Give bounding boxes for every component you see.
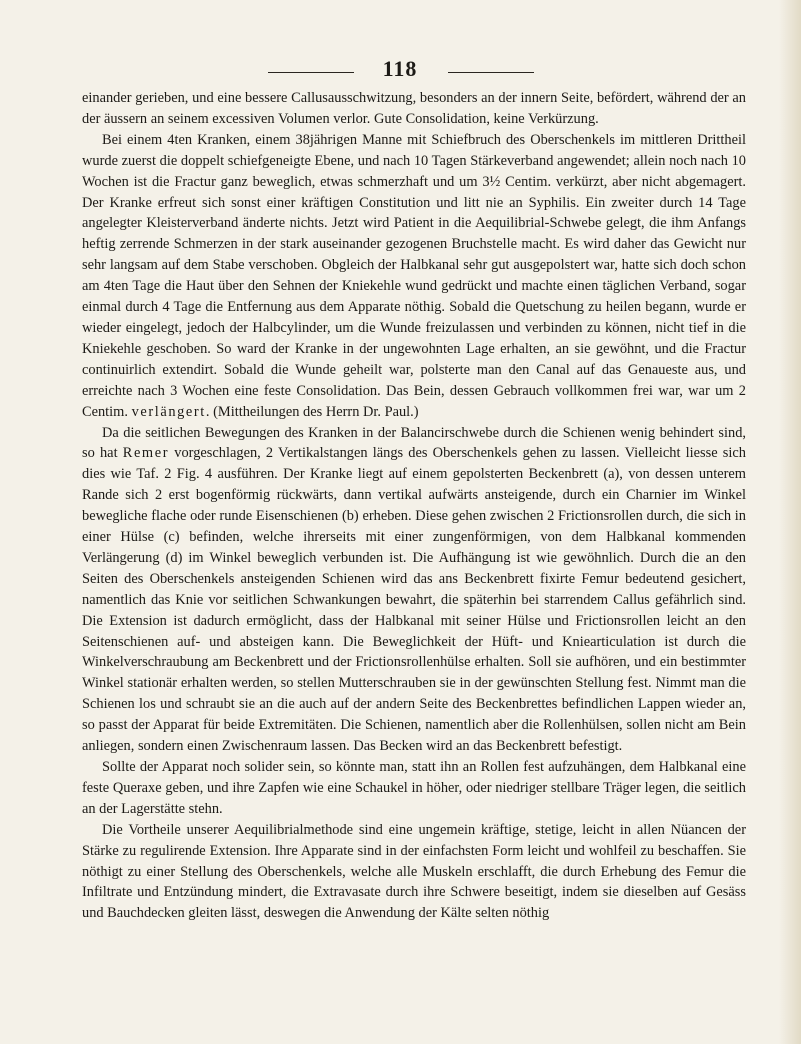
paragraph-3-text: Da die seitlichen Bewegungen des Kranken in der Balancirschwebe durch die Schienen wenig behindert sind, so hat <box>82 424 746 462</box>
page-edge-shadow <box>779 0 801 1044</box>
author-name-remer: Remer <box>122 445 170 462</box>
paragraph-3-tail: vorgeschlagen, 2 Vertikalstangen längs des Oberschenkels gehen zu lassen. Vielleicht liesse sich dies wie Taf. 2 Fig. 4 ausführen. Der Kranke liegt auf einem gepolsterten Beckenbrett (a), von dessen unterem Rande sich 2 erst bogenförmig rückwärts, dann vertikal aufwärts ansteigende, durch ein Charnier im Winkel bewegliche flache oder runde Eisenschienen (b) erheben. Diese gehen zwischen 2 Frictionsrollen durch, die sich in einer Hülse (c) befinden, welche ihrerseits mit einer zungenförmigen, von dem Halbkanal kommenden Verlängerung (d) im Winkel beweglich verbunden ist. Die Aufhängung ist wie gewöhnlich. Durch die an den Seiten des Oberschenkels ansteigenden Schienen wird das ans Beckenbrett fixirte Femur bedeutend gesichert, namentlich das Knie vor seitlichen Schwankungen bewahrt, die späterhin bei starrendem Callus gefährlich sind. Die Extension ist dadurch ermöglicht, dass der Halbkanal mit seiner Hülse und Frictionsrollen leicht an den Seitenschienen auf- und absteigen kann. Die Beweglichkeit der Hüft- und Kniearticulation ist durch die Winkelverschraubung am Beckenbrett und der Frictionsrollenhülse erhalten. Soll sie aufhören, und ein bestimmter Winkel stationär erhalten werden, so stellen Mutterschrauben sie in der gewünschten Stellung fest. Nimmt man die Schienen los und schraubt sie an die auch auf der andern Seite des Beckenbrettes befindlichen Lappen wieder an, so passt der Apparat für beide Extremitäten. Die Schienen, namentlich aber die Rollenhülsen, sollen nicht am Bein anliegen, sondern einen Zwischenraum lassen. Das Becken wird an das Beckenbrett befestigt. <box>82 445 746 755</box>
header-rule-right <box>448 72 534 73</box>
emphasis-verlaengert: verlängert <box>131 403 206 420</box>
page-number: 118 <box>382 56 418 81</box>
paragraph-3 <box>82 423 746 758</box>
citation: . (Mittheilungen des Herrn Dr. Paul.) <box>205 403 419 420</box>
paragraph-5: Die Vortheile unserer Aequilibrialmethode sind eine ungemein kräftige, stetige, leicht in allen Nüancen der Stärke zu regulirende Extension. Ihre Apparate sind in der einfachsten Form leicht und wohlfeil zu beschaffen. Sie nöthigt zu einer Stellung des Oberschenkels, welche alle Muskeln erschlafft, die durch Erhebung des Femur die Infiltrate und Entzündung mindert, die Extravasate durch ihre Schwere beseitigt, indem sie dieselben auf Gesäss und Bauchdecken gleiten lässt, deswegen die Anwendung der Kälte selten nöthig <box>82 821 746 922</box>
paragraph-2-text: Bei einem 4ten Kranken, einem 38jährigen Manne mit Schiefbruch des Oberschenkels im mittleren Drittheil wurde zuerst die doppelt schiefgeneigte Ebene, und nach 10 Tagen Stärkeverband angewendet; allein noch nach 10 Wochen ist die Fractur ganz beweglich, etwas schmerzhaft und um 3½ Centim. verkürzt, aber nicht abgemagert. Der Kranke erfreut sich sonst einer kräftigen Constitution und litt nie an Syphilis. Ein zweiter durch 14 Tage angelegter Kleisterverband änderte nichts. Jetzt wird Patient in die Aequilibrial-Schwebe gelegt, die ihm Anfangs heftig zerrende Schmerzen in der stark auseinander gezogenen Bruchstelle macht. Es wird daher das Gewicht nur sehr langsam auf dem Stabe verschoben. Obgleich der Halbkanal sehr gut ausgepolstert war, hatte sich doch schon am 4ten Tage die Haut über den Sehnen der Kniekehle wund gedrückt und machte einen täglichen Verband, sogar einmal durch 4 Tage die Entfernung aus dem Apparate nöthig. Sobald die Quetschung zu heilen begann, wurde er wieder eingelegt, jedoch der Halbcylinder, um die Wunde freizulassen und verbinden zu können, nicht tief in die Kniekehle geschoben. So ward der Kranke in der ungewohnten Lage erhalten, an sie gewöhnt, und die Fractur continuirlich extendirt. Sobald die Wunde geheilt war, polsterte man den Canal auf das Genaueste aus, und erreichte nach 3 Wochen eine feste Consolidation. Das Bein, dessen Gebrauch vollkommen frei war, war um 2 Centim. <box>82 131 746 420</box>
paragraph-2 <box>82 130 746 423</box>
header-rule-left <box>268 72 354 73</box>
paragraph-4: Sollte der Apparat noch solider sein, so könnte man, statt ihn an Rollen fest aufzuhängen, dem Halbkanal eine feste Queraxe geben, und ihre Zapfen wie eine Schaukel in höher, oder niedriger stellbare Träger legen, die seitlich an der Lagerstätte stehn. <box>82 759 746 817</box>
page-header <box>0 52 801 82</box>
paragraph-1: einander gerieben, und eine bessere Callusausschwitzung, besonders an der innern Seite, befördert, während der an der äussern an seinem excessiven Volumen verlor. Gute Consolidation, keine Verkürzung. <box>82 90 746 127</box>
body-text <box>82 88 746 924</box>
